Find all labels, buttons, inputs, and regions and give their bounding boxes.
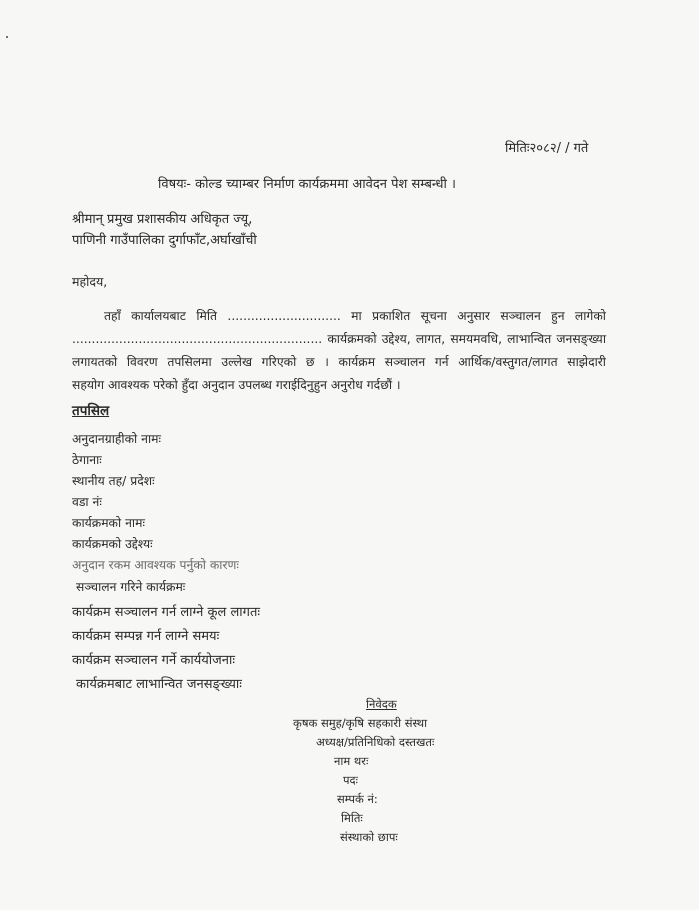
- field-beneficiaries: कार्यक्रमबाट लाभान्वित जनसङ्ख्याः: [76, 677, 242, 692]
- subject-line: विषयः- कोल्ड च्याम्बर निर्माण कार्यक्रममा आवेदन पेश सम्बन्धी ।: [158, 177, 456, 192]
- recipient-line-1: श्रीमान् प्रमुख प्रशासकीय अधिकृत ज्यू,: [72, 212, 253, 227]
- field-total-cost: कार्यक्रम सञ्चालन गर्न लाग्ने कूल लागतः: [72, 605, 260, 620]
- scan-speck: [6, 36, 8, 38]
- body-line-1: तहाँ कार्यालयबाट मिति ............................. मा प्रकाशित सूचना अनुसार सञ्चालन हुन लागेको: [104, 309, 606, 323]
- signature-line: अध्यक्ष/प्रतिनिधिको दस्तखतः: [316, 735, 435, 749]
- field-workplan: कार्यक्रम सञ्चालन गर्ने कार्ययोजनाः: [72, 653, 236, 668]
- field-address: ठेगानाः: [72, 453, 102, 467]
- sign-date-line: मितिः: [341, 811, 363, 825]
- recipient-line-2: पाणिनी गाउँपालिका दुर्गाफाँट,अर्घाखाँची: [72, 233, 257, 248]
- field-ward-no: वडा नंः: [72, 495, 102, 509]
- position-line: पदः: [343, 773, 358, 787]
- field-completion-time: कार्यक्रम सम्पन्न गर्न लाग्ने समयः: [72, 629, 220, 644]
- applicant-title: निवेदक: [366, 697, 397, 711]
- field-program-objective: कार्यक्रमको उद्देश्यः: [72, 537, 153, 551]
- field-grant-reason: अनुदान रकम आवश्यक पर्नुको कारणः: [72, 558, 239, 572]
- body-line-3: लगायतको विवरण तपसिलमा उल्लेख गरिएको छ । कार्यक्रम सञ्चालन गर्न आर्थिक/वस्तुगत/लागत साझेदारी: [72, 355, 606, 369]
- body-line-2: ................................................................ कार्यक्रमको उद्देश्य, लागत, समयमवधि, लाभान्वित जनसङ्ख्या: [72, 332, 607, 346]
- salutation: महोदय,: [72, 274, 108, 289]
- field-program-to-run: सञ्चालन गरिने कार्यक्रमः: [76, 580, 186, 594]
- name-line: नाम थरः: [334, 754, 369, 768]
- contact-line: सम्पर्क नं:: [337, 792, 378, 806]
- field-program-name: कार्यक्रमको नामः: [72, 516, 145, 530]
- body-line-4: सहयोग आवश्यक परेको हुँदा अनुदान उपलब्ध गराईदिनुहुन अनुरोध गर्दछौं ।: [72, 378, 401, 392]
- date-line: मितिः२०८२/ / गते: [505, 141, 589, 156]
- body-paragraph: [72, 305, 606, 397]
- stamp-line: संस्थाको छापः: [340, 830, 398, 844]
- applicant-organization: कृषक समुह/कृषि सहकारी संस्था: [293, 716, 428, 730]
- field-grantee-name: अनुदानग्राहीको नामः: [72, 432, 161, 446]
- field-local-level: स्थानीय तह/ प्रदेशः: [72, 474, 155, 488]
- details-heading: तपसिल: [72, 403, 110, 419]
